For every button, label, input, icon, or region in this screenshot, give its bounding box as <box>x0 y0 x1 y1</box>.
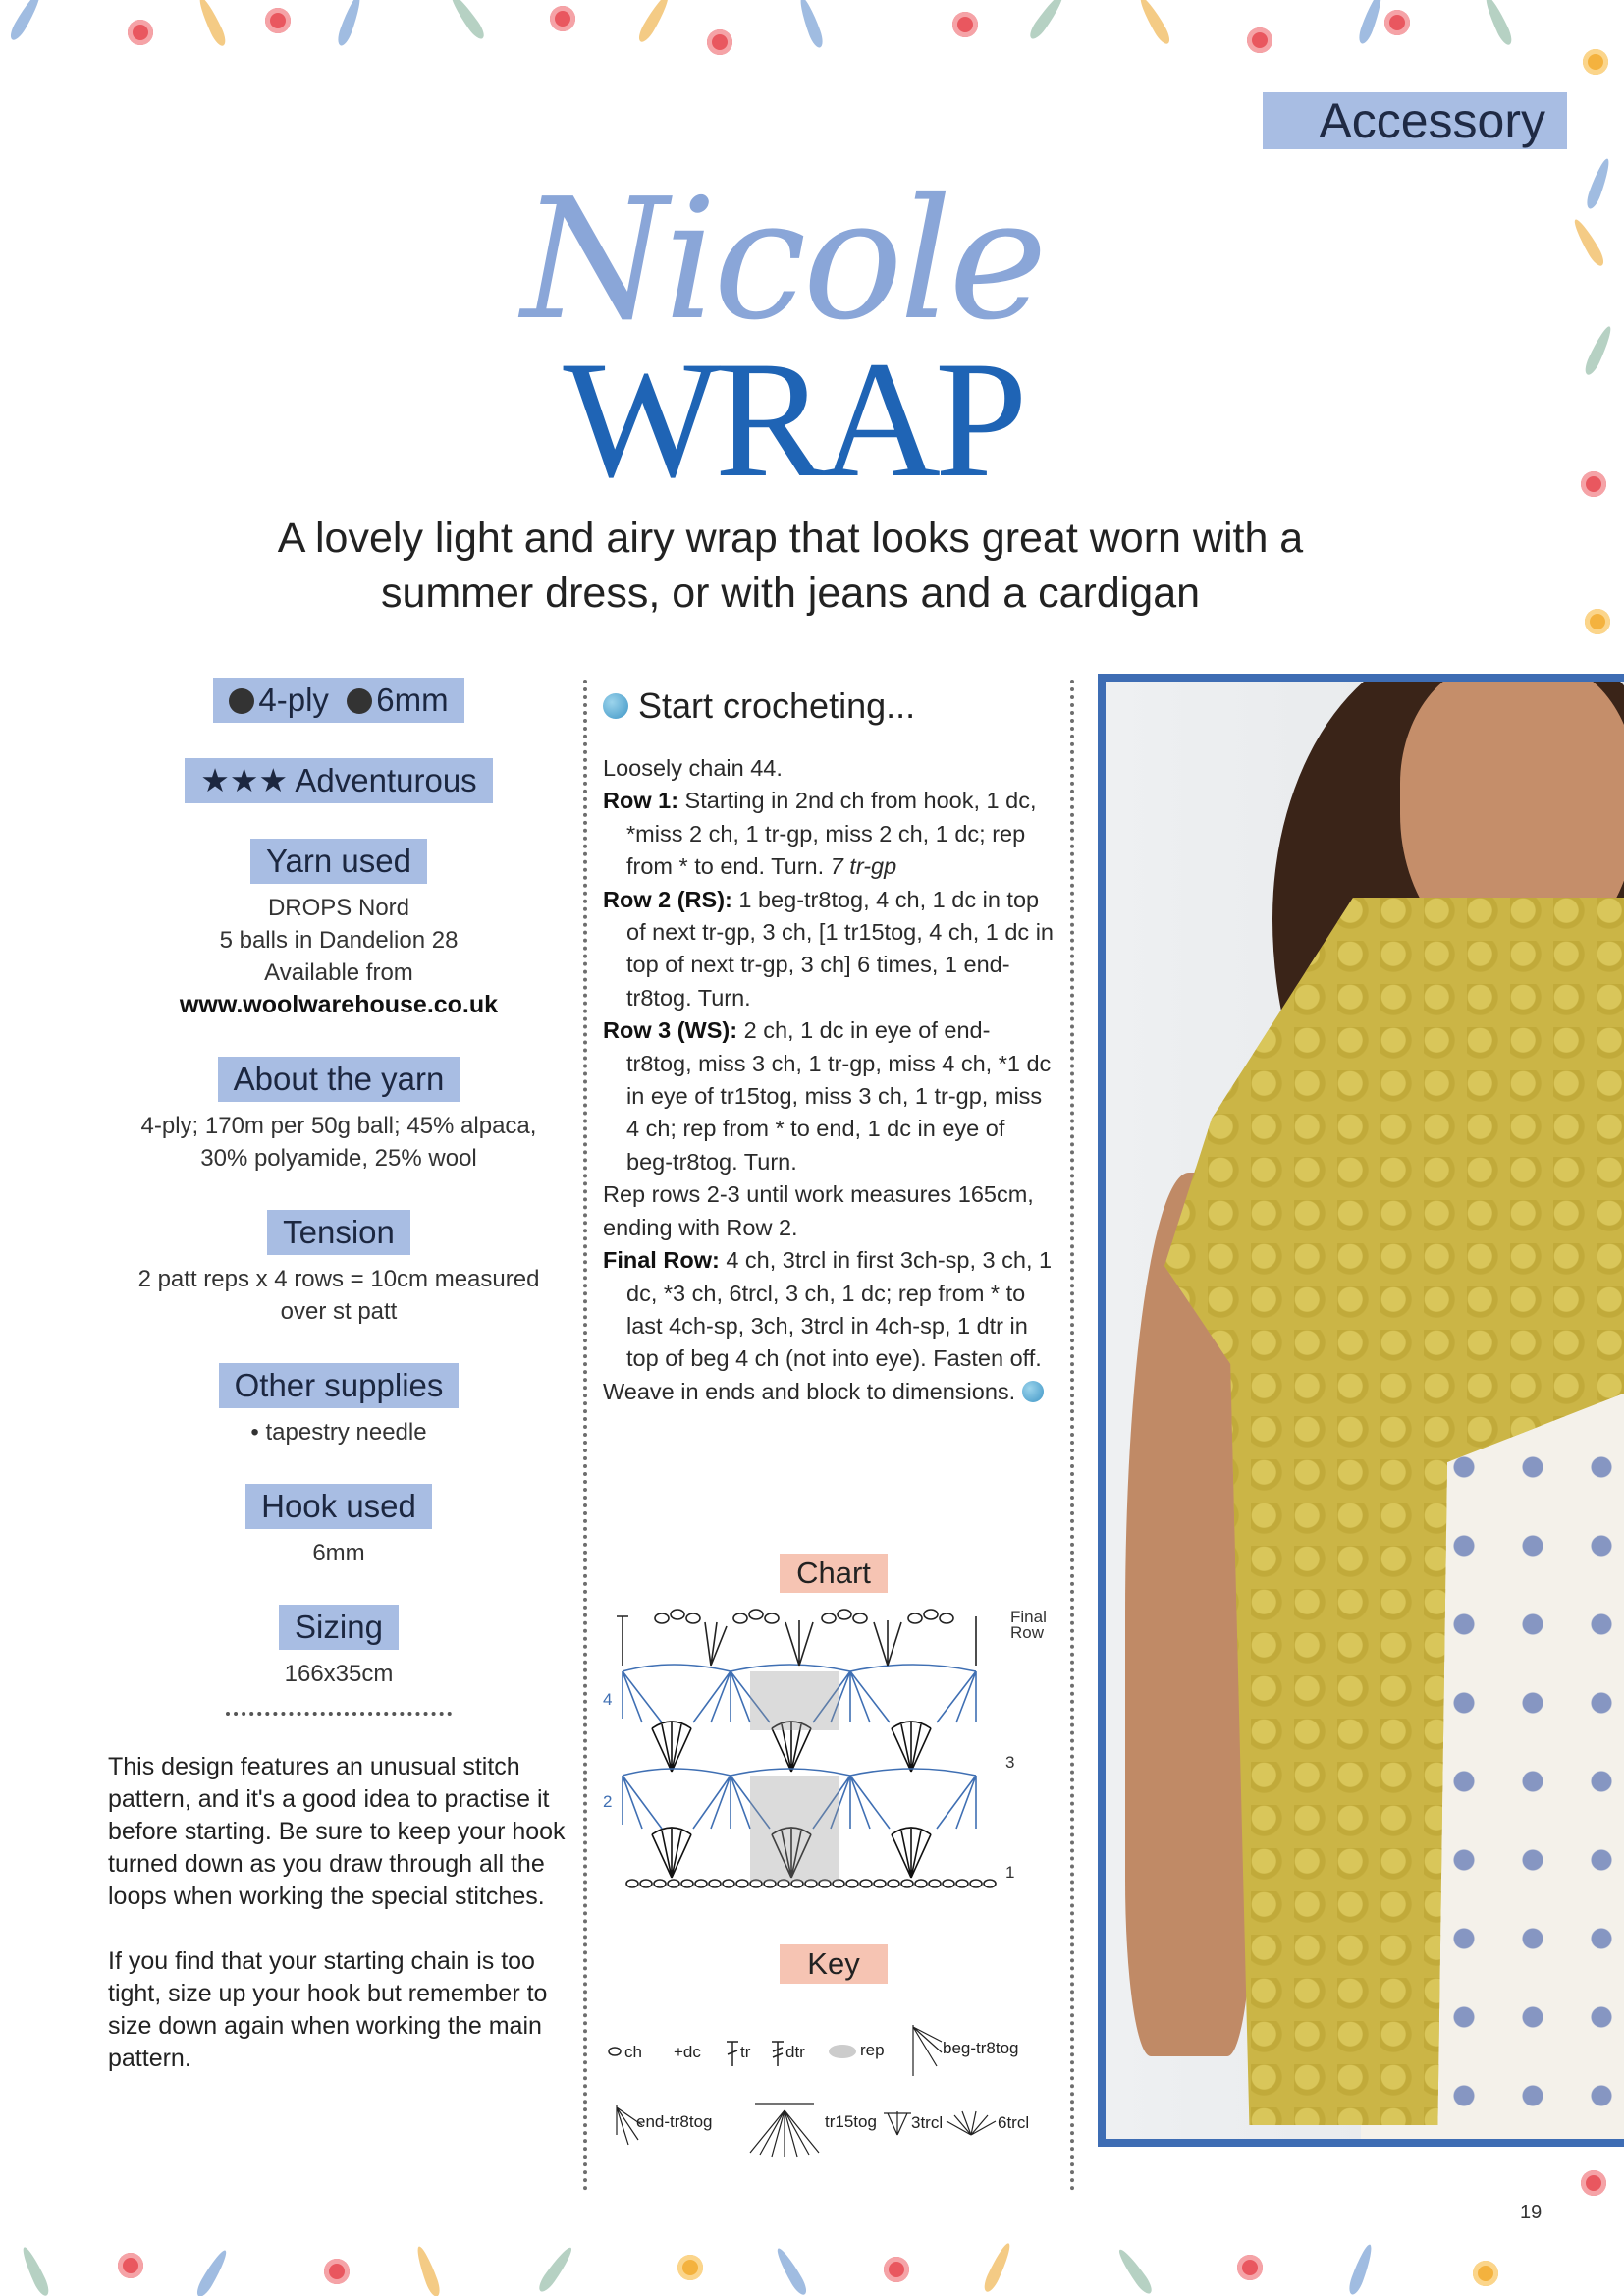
final-row-chains <box>655 1610 953 1623</box>
floral-border-bottom <box>0 2235 1624 2296</box>
info-line: 6mm <box>312 1540 365 1566</box>
sizing-block <box>98 1605 579 1690</box>
tip-paragraph: If you find that your starting chain is too tight, size up your hook but remember to size down again when working the main pattern. <box>108 1947 548 2072</box>
section-heading: About the yarn <box>218 1057 460 1102</box>
row-text: Starting in 2nd ch from hook, 1 dc, *miss 2 ch, 1 tr-gp, miss 2 ch, 1 dc; rep from * to end. Turn. <box>626 788 1037 880</box>
section-heading: Other supplies <box>219 1363 460 1408</box>
tip-paragraph: This design features an unusual stitch pattern, and it's a good idea to practise it before starting. Be sure to keep your hook turned down as you draw through all the loops when working the special stitches. <box>108 1753 566 1910</box>
pattern-row <box>603 785 1055 883</box>
specs-column <box>98 678 579 2107</box>
rep-shading <box>750 1671 839 1882</box>
pattern-row <box>603 1014 1055 1178</box>
info-line: 5 balls in Dandelion 28 <box>219 927 459 954</box>
info-line: 4-ply; 170m per 50g ball; 45% alpaca, <box>140 1113 537 1139</box>
category-tag <box>1263 92 1567 149</box>
hook-used-block <box>98 1484 579 1569</box>
tips-text <box>108 1751 569 2075</box>
info-line: 2 patt reps x 4 rows = 10cm measured <box>137 1266 540 1292</box>
model-photo <box>1098 674 1624 2147</box>
key-3trcl: 3trcl <box>911 2113 944 2132</box>
supplier-link[interactable]: www.woolwarehouse.co.uk <box>179 991 499 1018</box>
pattern-instructions <box>603 752 1055 1408</box>
pattern-finish: Weave in ends and block to dimensions. <box>603 1376 1055 1408</box>
row-label: Final Row: <box>603 1247 720 1274</box>
key-tr15tog: tr15tog <box>825 2112 877 2131</box>
weight-label: 4-ply <box>258 682 329 718</box>
row-number-3: 3 <box>1005 1753 1015 1772</box>
row-number-2: 2 <box>603 1792 613 1811</box>
tension-block <box>98 1210 579 1328</box>
row-text: 1 beg-tr8tog, 4 ch, 1 dc in top of next tr-gp, 3 ch, [1 tr15tog, 4 ch, 1 dc in top of next tr-gp, 3 ch] 6 times, 1 end-tr8tog. Turn. <box>626 886 1054 1011</box>
row-label: Row 2 (RS): <box>603 886 732 912</box>
about-yarn-block <box>98 1057 579 1175</box>
stitch-chart <box>603 1603 1064 1897</box>
final-row-clusters <box>617 1616 976 1666</box>
key-dtr: dtr <box>785 2043 805 2061</box>
section-heading: Sizing <box>279 1605 399 1650</box>
key-ch: ch <box>624 2043 642 2061</box>
pattern-column <box>583 680 1074 2192</box>
page-title: WRAP <box>563 327 1022 512</box>
section-heading: Hook used <box>245 1484 432 1529</box>
key-rep: rep <box>860 2041 885 2059</box>
pattern-row <box>603 884 1055 1015</box>
row-text: 4 ch, 3trcl in first 3ch-sp, 3 ch, 1 dc, *3 ch, 6trcl, 3 ch, 1 dc; rep from * to last 4ch-sp, 3ch, 3trcl in 4ch-sp, 1 dtr in top of beg 4 ch (not into eye). Fasten off. <box>626 1247 1053 1372</box>
section-heading: Tension <box>267 1210 410 1255</box>
pattern-heading <box>603 685 1055 727</box>
category-label: Accessory <box>1319 93 1545 148</box>
info-line: • tapestry needle <box>250 1419 427 1446</box>
svg-text:Row: Row <box>1010 1623 1045 1642</box>
page-number: 19 <box>1520 2202 1543 2223</box>
key-tr: tr <box>740 2043 751 2061</box>
other-supplies-block <box>98 1363 579 1449</box>
chart-final-row-label: Final <box>1010 1608 1047 1626</box>
chart-section <box>603 1554 1064 1897</box>
row-count: 7 tr-gp <box>830 853 897 880</box>
floral-border-top <box>0 0 1624 61</box>
weight-hook-pill <box>213 678 463 723</box>
key-end-tr8tog: end-tr8tog <box>636 2112 713 2131</box>
info-line: 166x35cm <box>284 1661 394 1687</box>
info-line: DROPS Nord <box>267 895 410 921</box>
section-heading: Yarn used <box>250 839 427 884</box>
pattern-repeat: Rep rows 2-3 until work measures 165cm, ending with Row 2. <box>603 1181 1034 1240</box>
row-label: Row 1: <box>603 788 679 814</box>
yarn-used-block <box>98 839 579 1021</box>
divider <box>226 1712 452 1716</box>
info-line: over st patt <box>280 1298 398 1325</box>
yarn-ball-icon <box>1022 1381 1044 1402</box>
key-6trcl: 6trcl <box>998 2113 1030 2132</box>
info-line: 30% polyamide, 25% wool <box>200 1145 477 1172</box>
row-text: 2 ch, 1 dc in eye of end-tr8tog, miss 3 ch, 1 tr-gp, miss 4 ch, *1 dc in eye of tr15tog, miss 3 ch, 1 tr-gp, miss 4 ch; rep from * to end, 1 dc in eye of beg-tr8tog. Turn. <box>626 1017 1052 1175</box>
key-heading: Key <box>780 1944 888 1984</box>
stitch-key <box>603 1997 1064 2164</box>
hook-label: 6mm <box>376 682 449 718</box>
yarn-weight-icon <box>229 688 254 714</box>
pattern-heading-text: Start crocheting... <box>638 685 916 726</box>
pattern-row <box>603 1244 1055 1376</box>
info-line: Available from <box>264 959 413 986</box>
title-script: Nicole <box>521 163 1044 357</box>
yarn-ball-icon <box>603 693 628 719</box>
key-section <box>603 1944 1064 2164</box>
row-number-1: 1 <box>1005 1863 1015 1882</box>
key-dc: +dc <box>674 2043 701 2061</box>
row-number-4: 4 <box>603 1690 613 1709</box>
specs-weight-hook <box>98 678 579 723</box>
hook-size-icon <box>347 688 372 714</box>
difficulty-pill: ★★★ Adventurous <box>185 758 492 803</box>
key-beg-tr8tog: beg-tr8tog <box>943 2039 1019 2057</box>
chart-heading: Chart <box>780 1554 888 1593</box>
subtitle: A lovely light and airy wrap that looks great worn with a summer dress, or with jeans and a cardigan <box>277 515 1304 617</box>
pattern-intro: Loosely chain 44. <box>603 755 783 781</box>
row-label: Row 3 (WS): <box>603 1017 738 1044</box>
difficulty-block <box>98 758 579 803</box>
